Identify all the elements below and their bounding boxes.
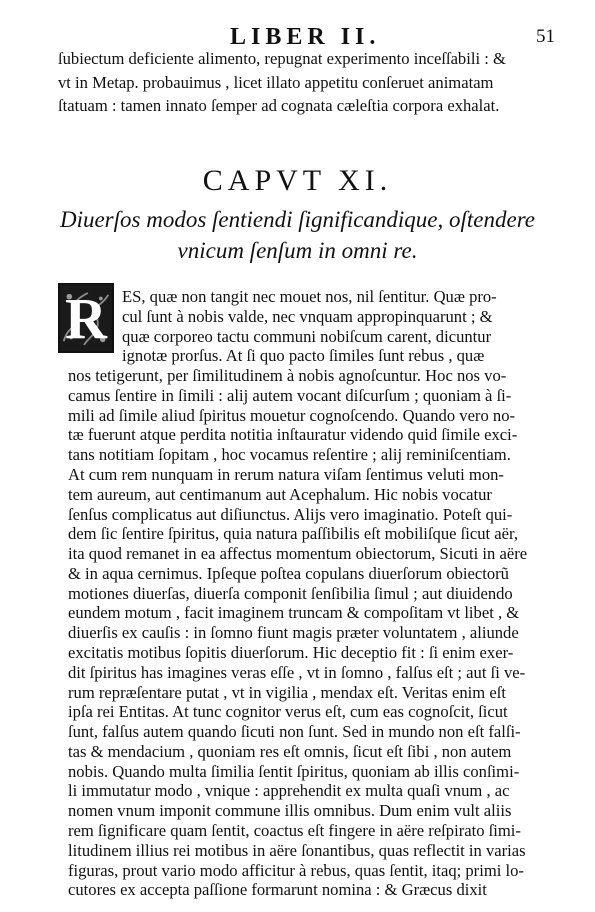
text-line: excitatis motibus ſopitis diuerſorum. Hic deceptio fit : ſi enim exer- <box>68 642 514 662</box>
ornamental-drop-cap <box>58 283 114 353</box>
text-line: cul ſunt à nobis valde, nec vnquam appropinquarunt ; & <box>122 306 493 326</box>
text-line: ita quod remanet in ea affectus momentum obiectorum, Sicuti in aëre <box>68 544 528 564</box>
text-line: motiones diuerſas, diuerſa componit ſenſibilia ſimul ; aut diuidendo <box>68 583 513 603</box>
page-number: 51 <box>536 26 555 47</box>
text-line: ipſa rei Entitas. At tunc cognitor verus eſt, cum eas cognoſcit, ſicut <box>68 702 508 722</box>
text-line: mili ad ſimile aliud ſpiritus mouetur cognoſcendo. Quando vero no- <box>68 405 516 425</box>
drop-cap-letter: R <box>65 286 107 351</box>
text-line: ſenſus complicatus aut diſiunctus. Alijs vero imaginatio. Poteſt qui- <box>68 504 513 524</box>
text-line: litudinem illius rei motibus in aëre ſonantibus, quas reflectit in varias <box>68 840 526 860</box>
text-line: & in aqua cernimus. Ipſeque poſtea copulans diuerſorum obiectorũ <box>68 563 509 583</box>
text-line: tas & mendacium , quoniam res eſt omnis, ſicut eſt ſibi , non autem <box>68 741 512 761</box>
text-line: camus ſentire in ſimili : alij autem vocant diſcurſum ; quoniam à ſi- <box>68 385 512 405</box>
text-line: nos tetigerunt, per ſimilitudinem à nobis agnoſcuntur. Hoc nos vo- <box>68 366 507 386</box>
text-line: tæ fuerunt atque perdita notitia inſtauratur videndo quid ſimile exci- <box>68 425 518 445</box>
text-line: rem ſignificare quam ſentit, coactus eſt fingere in aëre reſpirato ſimi- <box>68 820 521 840</box>
text-line: quæ corporeo tactu communi nobiſcum carent, dicuntur <box>122 326 492 346</box>
text-line: nobis. Quando multa ſimilia ſentit ſpiritus, quoniam ab illis conſimi- <box>68 761 520 781</box>
text-line: rum repræſentare putat , vt in vigilia , mendax eſt. Veritas enim eſt <box>68 682 506 702</box>
running-title: LIBER II. <box>230 24 381 50</box>
text-line: tem aureum, aut centimanum aut Acephalum. Hic nobis vocatur <box>68 484 492 504</box>
text-line: dem ſic ſentire ſpiritus, quia natura paſſibilis eſt mobiliſque ſicut aër, <box>68 524 519 544</box>
continuation-line: ſubiectum deficiente alimento, repugnat experimento inceſſabili : & <box>58 49 506 68</box>
text-line: nomen vnum imponit commune illis omnibus. Dum enim vult aliis <box>68 801 512 821</box>
text-line: tans notitiam ſopitam , hoc vocamus reſentire ; alij reminiſcentiam. <box>68 445 511 465</box>
text-line: figuras, prout vario modo afficitur à rebus, quas ſentit, itaq; primi lo- <box>68 860 524 880</box>
text-line: dit ſpiritus has imagines veras eſſe , vt in ſomno , falſus eſt ; aut ſi ve- <box>68 662 526 682</box>
continuation-line: ſtatuam : tamen innato ſemper ad cognata cæleſtia corpora exhalat. <box>58 96 500 115</box>
text-line: diuerſis ex cauſis : in ſomno fiunt magis præter voluntatem , aliunde <box>68 623 519 643</box>
continuation-line: vt in Metap. probauimus , licet illato appetitu conſeruet animatam <box>58 73 494 92</box>
text-line: li immutatur modo , vnique : apprehendit ex multa quaſi vnum , ac <box>68 781 510 801</box>
chapter-subtitle-line: Diuerſos modos ſentiendi ſignificandique, oſtendere <box>59 207 536 232</box>
text-line: ignotæ prorſus. At ſi quo pacto ſimiles ſunt rebus , quæ <box>122 346 485 366</box>
text-line: cutores ex accepta paſſione formarunt nomina : & Græcus dixit <box>68 880 487 900</box>
text-line: ES, quæ non tangit nec mouet nos, nil ſentitur. Quæ pro- <box>122 287 497 306</box>
text-line: eundem motum , facit imaginem truncam & compoſitam vt libet , & <box>68 603 520 623</box>
chapter-subtitle-line: vnicum ſenſum in omni re. <box>177 238 418 263</box>
chapter-heading: CAPVT XI. <box>202 164 393 197</box>
text-line: At cum rem nunquam in rerum natura viſam ſentimus veluti mon- <box>68 465 504 484</box>
text-line: ſunt, falſus autem quando ſicuti non ſunt. Sed in mundo non eſt falſi- <box>68 722 521 741</box>
